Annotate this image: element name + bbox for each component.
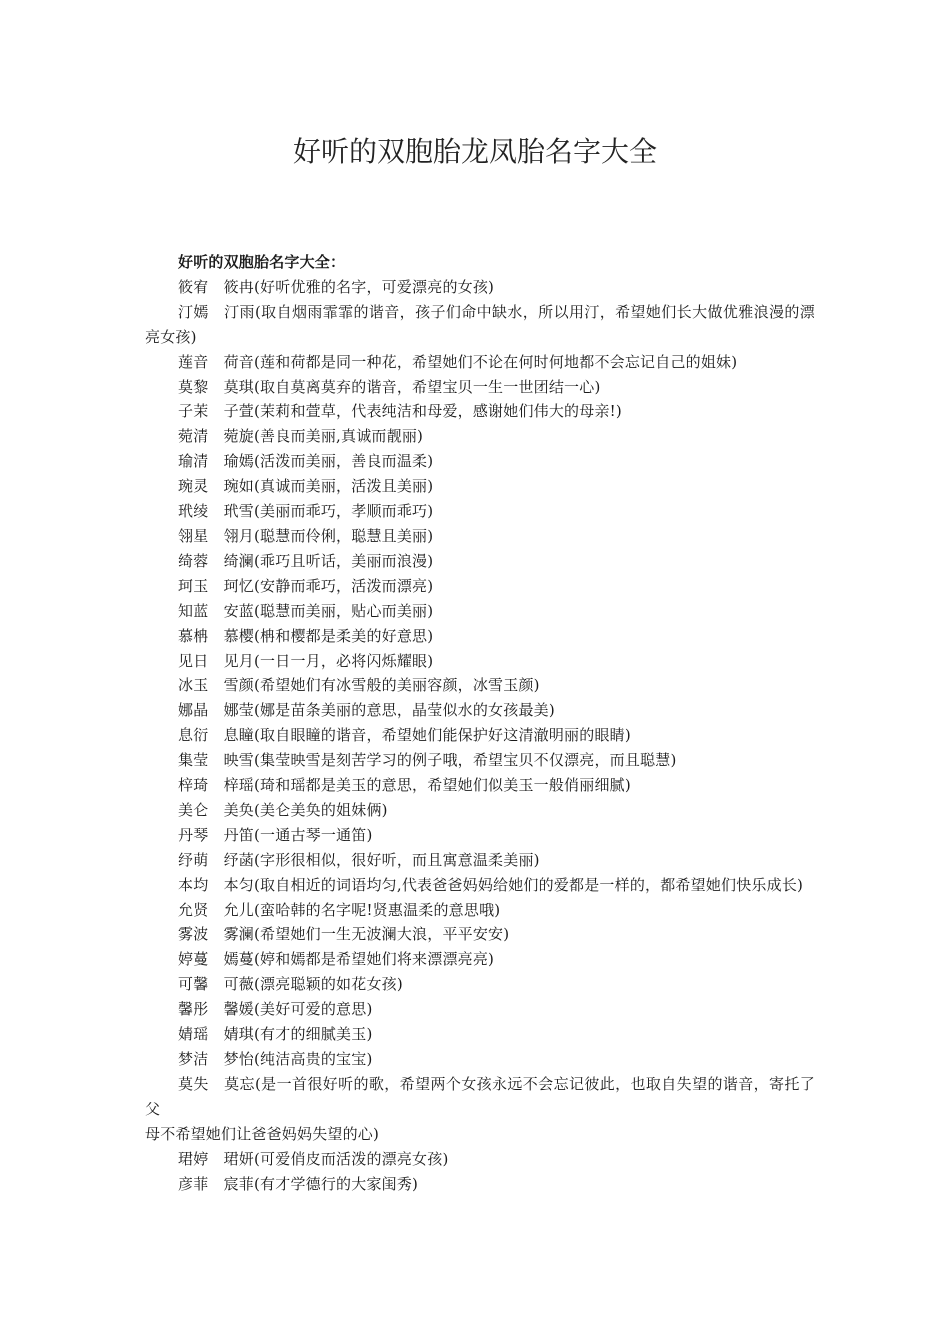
list-item: 莫黎 莫琪(取自莫离莫弃的谐音，希望宝贝一生一世团结一心) xyxy=(178,377,601,396)
list-item: 子茉 子萱(茉莉和萱草，代表纯洁和母爱，感谢她们伟大的母亲!) xyxy=(178,402,622,421)
list-item: 慕柟 慕樱(柟和樱都是柔美的好意思) xyxy=(178,626,434,645)
document-body xyxy=(145,250,815,1196)
list-item: 馨彤 馨媛(美好可爱的意思) xyxy=(178,1000,373,1019)
list-item: 瑜清 瑜嫣(活泼而美丽，善良而温柔) xyxy=(178,452,434,471)
list-item: 彦菲 宸菲(有才学德行的大家闺秀) xyxy=(178,1174,419,1193)
section-heading: 好听的双胞胎名字大全： xyxy=(178,253,346,271)
list-item: 筱宥 筱冉(好听优雅的名字，可爱漂亮的女孩) xyxy=(178,277,495,296)
name-list-tail xyxy=(145,1147,815,1197)
list-item-continuation: 母不希望她们让爸爸妈妈失望的心) xyxy=(145,1124,380,1143)
list-item: 娜晶 娜莹(娜是苗条美丽的意思，晶莹似水的女孩最美) xyxy=(178,701,555,720)
list-item: 翎星 翎月(聪慧而伶俐，聪慧且美丽) xyxy=(178,526,434,545)
list-item: 息衍 息瞳(取自眼瞳的谐音，希望她们能保护好这清澈明丽的眼睛) xyxy=(178,726,631,745)
list-item: 汀嫣 汀雨(取自烟雨霏霏的谐音，孩子们命中缺水，所以用汀，希望她们长大做优雅浪漫的漂亮女孩) xyxy=(145,302,815,346)
list-item: 婧瑶 婧琪(有才的细腻美玉) xyxy=(178,1025,373,1044)
list-item: 冰玉 雪颜(希望她们有冰雪般的美丽容颜，冰雪玉颜) xyxy=(178,676,540,695)
page-title: 好听的双胞胎龙凤胎名字大全 xyxy=(292,135,657,168)
list-item: 雾波 雾澜(希望她们一生无波澜大浪，平平安安) xyxy=(178,925,510,944)
list-item: 珺婷 珺妍(可爱俏皮而活泼的漂亮女孩) xyxy=(178,1149,449,1168)
list-item: 美仑 美奂(美仑美奂的姐妹俩) xyxy=(178,800,388,819)
list-item: 绮蓉 绮澜(乖巧且听话，美丽而浪漫) xyxy=(178,551,434,570)
list-item: 玳绫 玳雪(美丽而乖巧，孝顺而乖巧) xyxy=(178,502,434,521)
list-item: 集莹 映雪(集莹映雪是刻苦学习的例子哦，希望宝贝不仅漂亮，而且聪慧) xyxy=(178,751,677,770)
list-item: 知蓝 安蓝(聪慧而美丽，贴心而美丽) xyxy=(178,601,434,620)
list-item: 莲音 荷音(莲和荷都是同一种花，希望她们不论在何时何地都不会忘记自己的姐妹) xyxy=(178,352,738,371)
list-item: 本均 本匀(取自相近的词语均匀,代表爸爸妈妈给她们的爱都是一样的，都希望她们快乐成长) xyxy=(178,875,804,894)
list-item: 梓琦 梓瑶(琦和瑶都是美玉的意思，希望她们似美玉一般俏丽细腻) xyxy=(178,776,631,795)
list-item: 琬灵 琬如(真诚而美丽，活泼且美丽) xyxy=(178,477,434,496)
list-item: 纾萌 纾菡(字形很相似，很好听，而且寓意温柔美丽) xyxy=(178,850,540,869)
list-item: 见日 见月(一日一月，必将闪烁耀眼) xyxy=(178,651,434,670)
list-item: 允贤 允儿(蛮哈韩的名字呢!贤惠温柔的意思哦) xyxy=(178,900,501,919)
list-item: 莫失 莫忘(是一首很好听的歌，希望两个女孩永远不会忘记彼此，也取自失望的谐音，寄托了父 xyxy=(145,1074,815,1118)
list-item: 梦洁 梦怡(纯洁高贵的宝宝) xyxy=(178,1050,373,1068)
list-item: 可馨 可薇(漂亮聪颖的如花女孩) xyxy=(178,975,403,994)
list-item: 菀清 菀旋(善良而美丽,真诚而靓丽) xyxy=(178,427,424,446)
name-list xyxy=(145,275,815,1122)
list-item: 婷蔓 嫣蔓(婷和嫣都是希望她们将来漂漂亮亮) xyxy=(178,950,495,969)
list-item: 丹琴 丹笛(一通古琴一通笛) xyxy=(178,825,373,844)
list-item: 珂玉 珂忆(安静而乖巧，活泼而漂亮) xyxy=(178,576,434,595)
